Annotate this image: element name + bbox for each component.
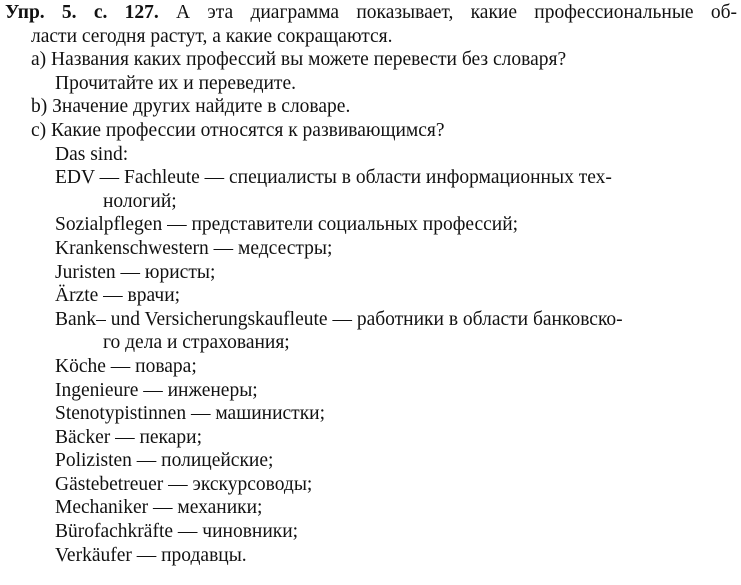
answer-item-4: Juristen — юристы;: [55, 261, 216, 283]
answer-item-1-line-1: EDV — Fachleute — специалисты в области информационных тех-: [55, 167, 612, 189]
task-a-line-2: Прочитайте их и переведите.: [55, 72, 296, 94]
answer-item-14: Bürofachkräfte — чиновники;: [55, 521, 299, 543]
answer-item-1-line-2: нологий;: [103, 190, 177, 212]
answer-item-5: Ärzte — врачи;: [55, 285, 181, 307]
answer-item-12: Gästebetreuer — экскурсоводы;: [55, 473, 313, 495]
task-a-line-1: а) Названия каких профессий вы можете перевести без словаря?: [31, 49, 567, 71]
exercise-intro-text: А эта диаграмма показывает, какие профессиональные об-: [176, 2, 738, 23]
task-b: b) Значение других найдите в словаре.: [31, 96, 351, 118]
answer-heading: Das sind:: [55, 143, 129, 165]
answer-item-15: Verkäufer — продавцы.: [55, 544, 247, 566]
answer-item-3: Krankenschwestern — медсестры;: [55, 237, 333, 259]
answer-item-13: Mechaniker — механики;: [55, 497, 263, 519]
answer-item-8: Ingenieure — инженеры;: [55, 379, 258, 401]
answer-item-10: Bäcker — пекари;: [55, 426, 202, 448]
task-c: c) Какие профессии относятся к развивающимся?: [31, 119, 445, 141]
answer-item-2: Sozialpflegen — представители социальных профессий;: [55, 214, 519, 236]
answer-item-7: Köche — повара;: [55, 355, 197, 377]
answer-item-9: Stenotypistinnen — машинистки;: [55, 403, 326, 425]
exercise-intro-line-1: [5, 1, 737, 25]
exercise-intro-line-2: ласти сегодня растут, а какие сокращаются.: [31, 25, 393, 47]
answer-item-11: Polizisten — полицейские;: [55, 450, 274, 472]
answer-item-6-line-2: го дела и страхования;: [103, 332, 290, 354]
answer-item-6-line-1: Bank– und Versicherungskaufleute — работники в области банковско-: [55, 308, 623, 330]
exercise-label: Упр. 5. с. 127.: [5, 2, 159, 23]
document-body: [5, 1, 737, 567]
